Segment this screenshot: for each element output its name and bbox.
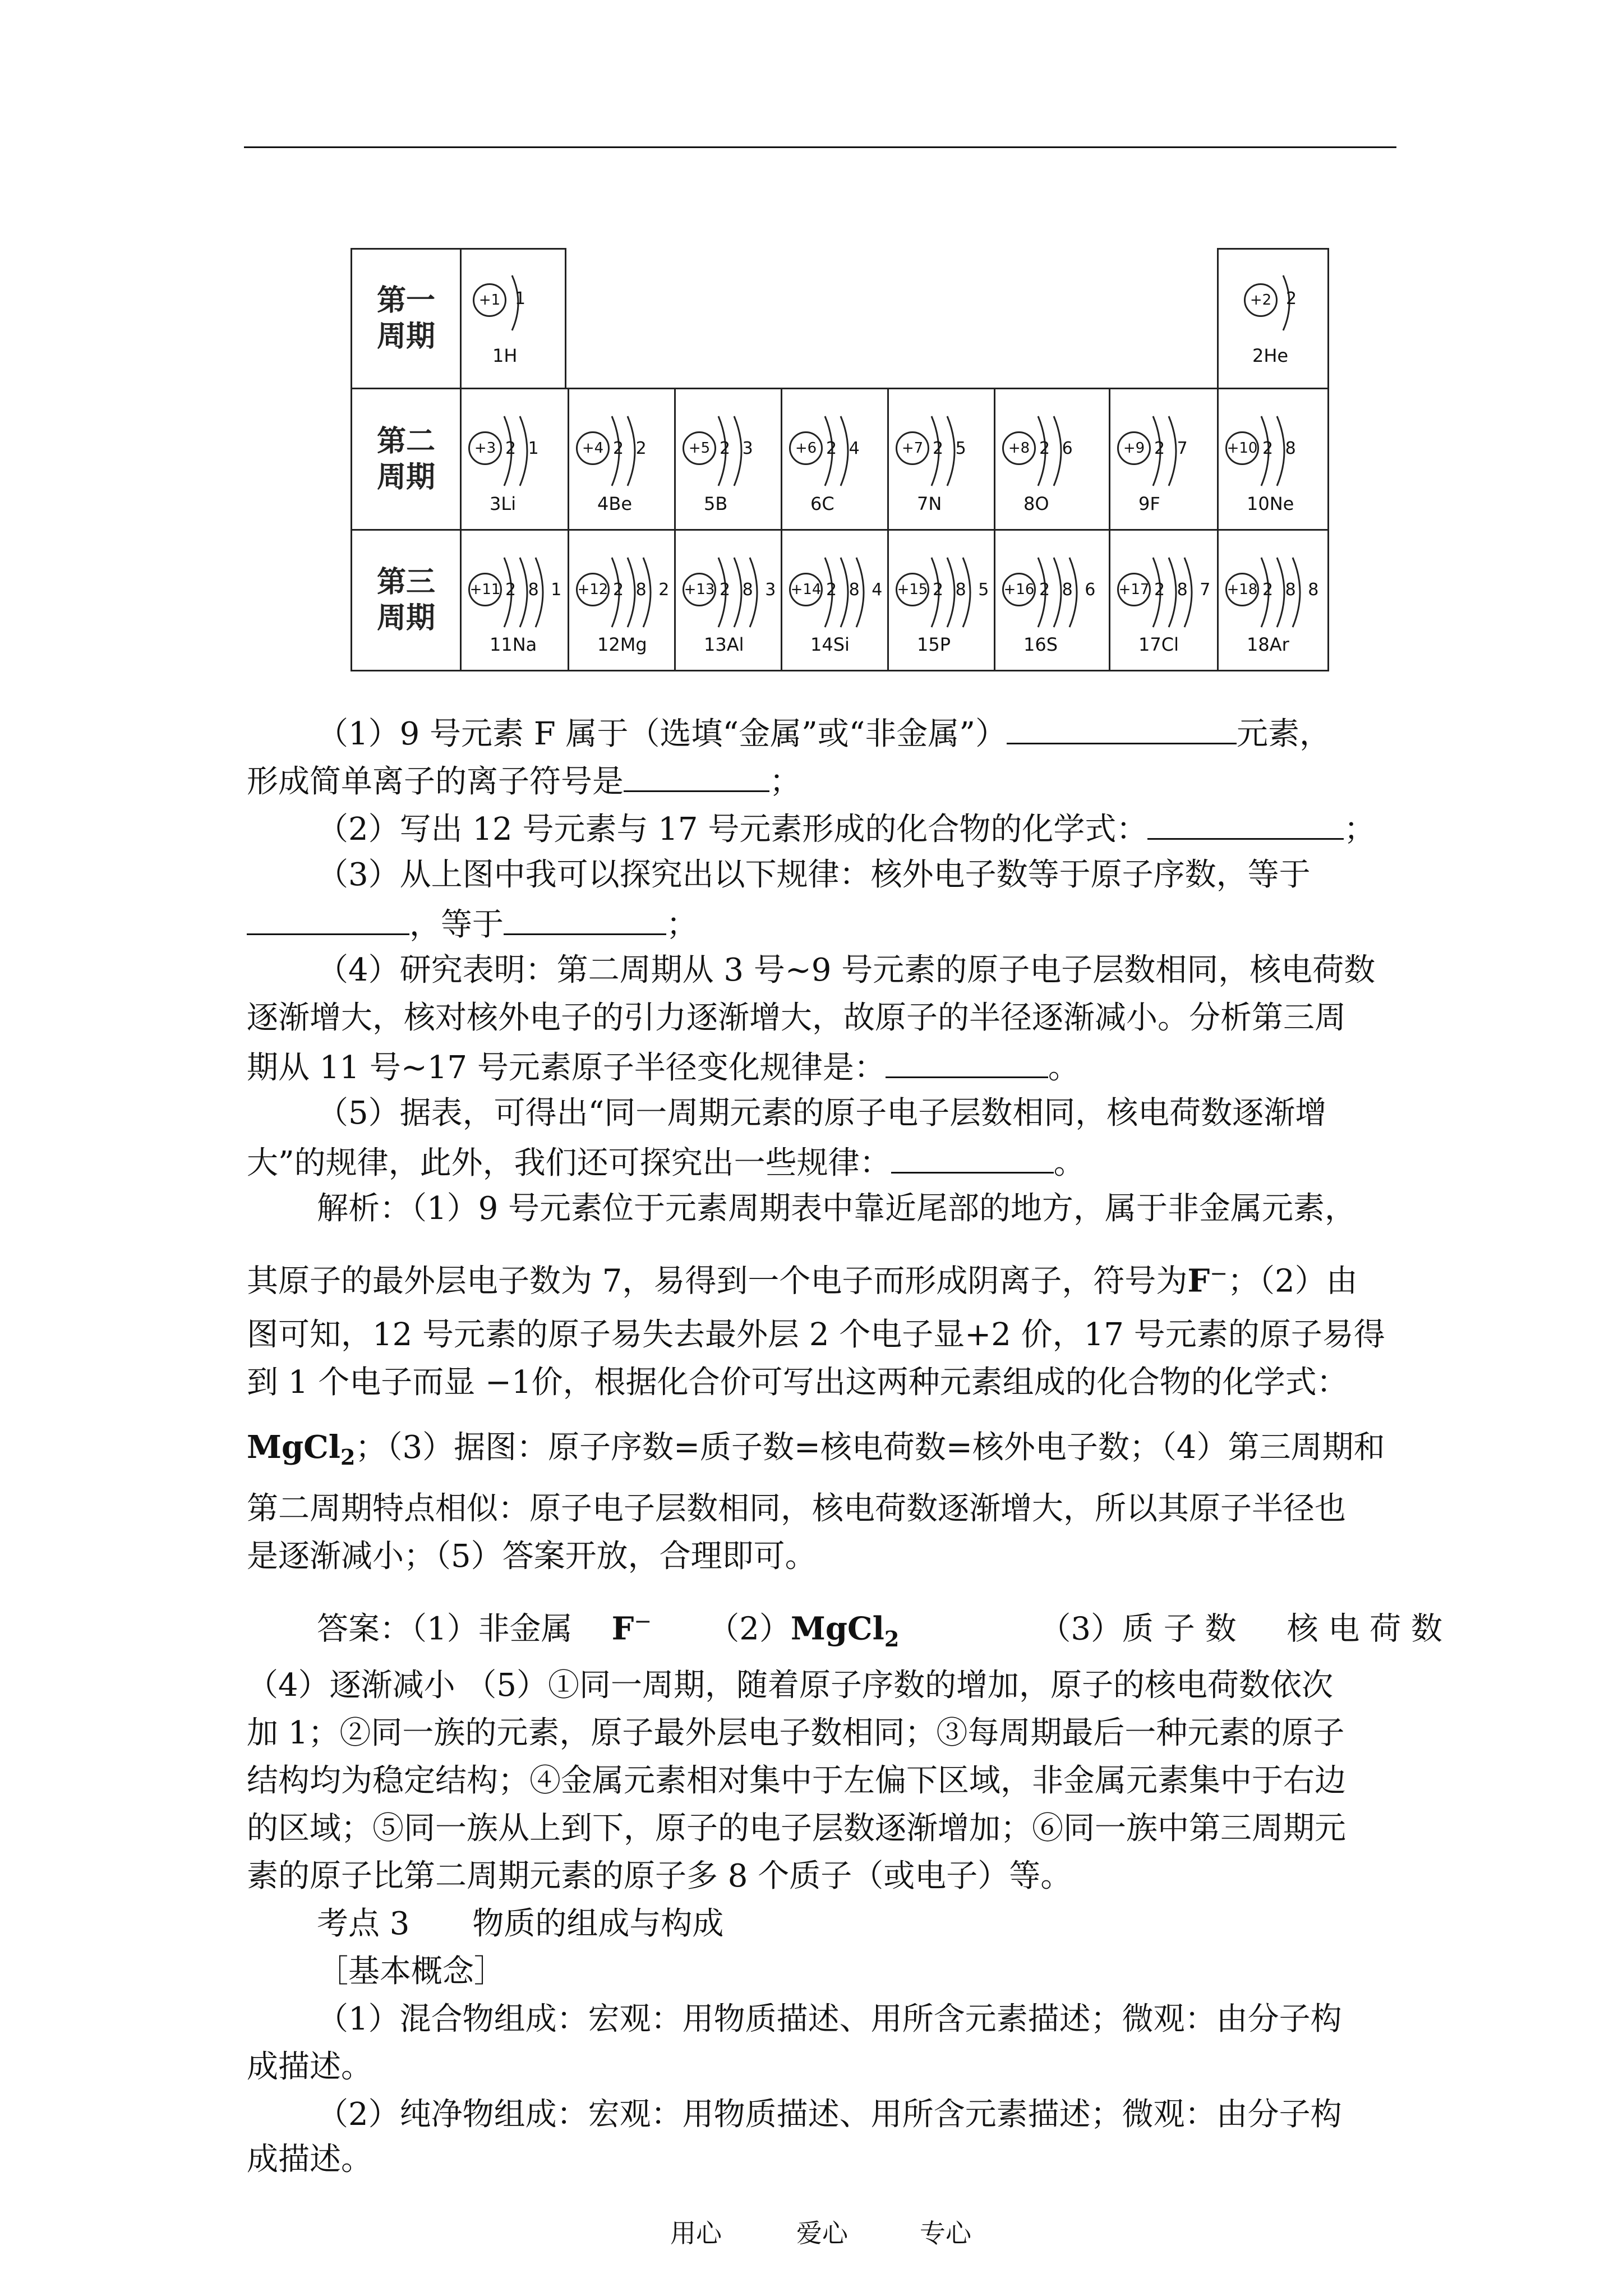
element-symbol: 4Be	[597, 493, 632, 514]
element-cell	[568, 388, 676, 531]
element-symbol: 9F	[1138, 493, 1160, 514]
element-symbol: 7N	[917, 493, 942, 514]
period-label-text: 周期	[376, 460, 435, 494]
shell-count: 2 3	[720, 439, 757, 458]
period-label-text: 第一	[376, 284, 435, 318]
nucleus-charge: +16	[1002, 573, 1036, 606]
element-cell-H	[460, 248, 566, 389]
footer-text-1: 用心	[670, 2218, 722, 2248]
question-4-line-2	[247, 999, 1346, 1038]
question-text: 。	[1048, 1050, 1080, 1086]
element-symbol: 1H	[492, 345, 518, 366]
concept-heading	[317, 1952, 505, 1991]
element-symbol: 17Cl	[1138, 634, 1179, 655]
question-2	[317, 808, 1375, 849]
concept-2-line-1	[317, 2095, 1342, 2134]
nucleus-charge: +5	[683, 431, 716, 465]
element-cell	[460, 388, 569, 531]
element-cell	[460, 529, 569, 671]
question-text: （4）研究表明：第二周期从 3 号~9 号元素的原子电子层数相同，核电荷数	[317, 952, 1376, 988]
question-text: （5）据表，可得出“同一周期元素的原子电子层数相同，核电荷数逐渐增	[317, 1095, 1327, 1131]
element-symbol: 3Li	[490, 493, 517, 514]
answer-text: 的区域；⑤同一族从上到下，原子的电子层数逐渐增加；⑥同一族中第三周期元	[247, 1810, 1346, 1847]
answer-text: 加 1；②同一族的元素，原子最外层电子数相同；③每周期最后一种元素的原子	[247, 1715, 1345, 1751]
concept-text: ［基本概念］	[317, 1953, 505, 1990]
nucleus-charge: +6	[789, 431, 823, 465]
element-symbol: 16S	[1023, 634, 1058, 655]
answer-blank[interactable]	[504, 903, 666, 935]
period-label-2	[351, 388, 462, 531]
question-text: ；	[1344, 811, 1376, 848]
concept-text: （2）纯净物组成：宏观：用物质描述、用所含元素描述；微观：由分子构	[317, 2096, 1342, 2133]
period-label-text: 第二	[376, 424, 435, 458]
answer-text: 答案：（1）非金属	[317, 1611, 573, 1648]
analysis-text: ；（3）据图：原子序数=质子数=核电荷数=核外电子数；（4）第三周期和	[355, 1429, 1385, 1466]
period-label-text: 周期	[376, 320, 435, 353]
nucleus-charge: +4	[576, 431, 610, 465]
formula: MgCl	[790, 1610, 884, 1648]
element-cell	[887, 388, 995, 531]
element-cell	[1109, 529, 1219, 671]
question-text: 形成简单离子的离子符号是	[247, 763, 624, 800]
question-3-line-1	[317, 855, 1311, 895]
question-text: （2）写出 12 号元素与 17 号元素形成的化合物的化学式：	[317, 811, 1148, 848]
analysis-line-5	[247, 1428, 1385, 1477]
element-symbol: 12Mg	[597, 634, 647, 655]
question-text: 。	[1053, 1145, 1085, 1181]
shell-count: 2 1	[505, 439, 542, 458]
nucleus-charge: +7	[896, 431, 929, 465]
shell-count: 2 8 8	[1262, 580, 1322, 600]
element-cell	[674, 388, 782, 531]
analysis-line-2	[247, 1254, 1358, 1301]
question-text: ；	[666, 907, 698, 943]
analysis-line-6	[247, 1489, 1346, 1529]
shell-count: 2 4	[826, 439, 863, 458]
concept-1-line-1	[317, 2000, 1342, 2039]
shell-count: 2 8 4	[826, 580, 886, 600]
question-4-line-1	[317, 951, 1375, 990]
answer-text: 核 电 荷 数	[1287, 1611, 1442, 1648]
analysis-text: 解析：（1）9 号元素位于元素周期表中靠近尾部的地方，属于非金属元素，	[317, 1190, 1357, 1227]
answer-text: 素的原子比第二周期元素的原子多 8 个质子（或电子）等。	[247, 1858, 1072, 1894]
concept-text: 成描述。	[247, 2049, 372, 2085]
shell-count: 2 8	[1262, 439, 1299, 458]
shell-count: 1	[515, 289, 529, 309]
nucleus-charge: +12	[576, 573, 610, 606]
element-cell	[1217, 388, 1329, 531]
element-symbol: 15P	[917, 634, 951, 655]
shell-count: 2 8 7	[1154, 580, 1214, 600]
element-symbol: 13Al	[704, 634, 744, 655]
element-cell-He	[1217, 248, 1329, 389]
nucleus-charge: +17	[1117, 573, 1151, 606]
element-cell	[994, 529, 1110, 671]
shell-count: 2 8 2	[613, 580, 673, 600]
analysis-line-7	[247, 1537, 817, 1576]
shell-count: 2 5	[933, 439, 970, 458]
answer-line-2	[247, 1666, 1333, 1705]
period-label-1	[351, 248, 462, 389]
answer-blank[interactable]	[886, 1046, 1048, 1078]
shell-count: 2 8 5	[933, 580, 993, 600]
fluoride-symbol: F	[611, 1610, 634, 1648]
shell-count: 2 8 1	[505, 580, 565, 600]
element-symbol: 8O	[1023, 493, 1049, 514]
period-label-text: 周期	[376, 601, 435, 635]
answer-text: （2）	[708, 1611, 791, 1648]
element-cell	[781, 529, 889, 671]
periodic-table	[351, 248, 1329, 671]
shell-count: 2 8 3	[720, 580, 780, 600]
element-symbol: 11Na	[490, 634, 537, 655]
question-text: ，等于	[409, 907, 504, 943]
analysis-text: ；（2）由	[1228, 1263, 1358, 1300]
answer-blank[interactable]	[1007, 712, 1237, 744]
nucleus-charge: +9	[1117, 431, 1151, 465]
analysis-text: 第二周期特点相似：原子电子层数相同，核电荷数逐渐增大，所以其原子半径也	[247, 1490, 1346, 1527]
answer-blank[interactable]	[624, 760, 769, 792]
question-text: ；	[769, 763, 801, 800]
question-text: 逐渐增大，核对核外电子的引力逐渐增大，故原子的半径逐渐减小。分析第三周	[247, 1000, 1346, 1036]
element-cell	[994, 388, 1110, 531]
answer-line-6	[247, 1857, 1072, 1896]
nucleus-charge: +14	[789, 573, 823, 606]
concept-2-line-2	[247, 2140, 372, 2179]
shell-count: 2 7	[1154, 439, 1191, 458]
analysis-text: 其原子的最外层电子数为 7，易得到一个电子而形成阴离子，符号为	[247, 1263, 1188, 1300]
nucleus-charge: +15	[896, 573, 929, 606]
answer-text: （4）逐渐减小 （5）①同一周期，随着原子序数的增加，原子的核电荷数依次	[247, 1667, 1334, 1704]
concept-1-line-2	[247, 2047, 372, 2087]
nucleus-charge: +2	[1244, 283, 1278, 317]
analysis-text: 图可知，12 号元素的原子易失去最外层 2 个电子显+2 价，17 号元素的原子易得	[247, 1317, 1385, 1353]
element-symbol: 2He	[1252, 345, 1289, 366]
question-5-line-2	[247, 1142, 1085, 1183]
shell-count: 2 8 6	[1039, 580, 1099, 600]
question-text: 元素，	[1237, 716, 1331, 752]
question-4-line-3	[247, 1046, 1080, 1088]
element-cell	[674, 529, 782, 671]
period-label-text: 第三	[376, 565, 435, 599]
ion-charge: −	[1210, 1261, 1228, 1286]
formula-subscript: 2	[340, 1444, 356, 1470]
footer-text-3: 专心	[920, 2218, 971, 2248]
answer-text: 结构均为稳定结构；④金属元素相对集中于左偏下区域，非金属元素集中于右边	[247, 1763, 1346, 1799]
question-text: （1）9 号元素 F 属于（选填“金属”或“非金属”）	[317, 716, 1007, 752]
footer-text-2: 爱心	[796, 2218, 848, 2248]
element-cell	[887, 529, 995, 671]
element-cell	[568, 529, 676, 671]
nucleus-charge: +10	[1225, 431, 1259, 465]
concept-text: 成描述。	[247, 2141, 372, 2178]
element-cell	[1109, 388, 1219, 531]
element-symbol: 18Ar	[1247, 634, 1289, 655]
answer-line-4	[247, 1761, 1346, 1801]
ion-charge: −	[634, 1609, 652, 1634]
section-title-text: 考点 3 物质的组成与构成	[317, 1906, 724, 1942]
element-symbol: 6C	[810, 493, 834, 514]
answer-line-3	[247, 1714, 1344, 1753]
question-1-line-1	[317, 712, 1331, 754]
element-symbol: 10Ne	[1247, 493, 1294, 514]
answer-line-5	[247, 1809, 1346, 1848]
shell-count: 2 6	[1039, 439, 1076, 458]
analysis-text: 是逐渐减小；（5）答案开放，合理即可。	[247, 1538, 817, 1575]
analysis-line-3	[247, 1315, 1385, 1355]
question-text: 期从 11 号~17 号元素原子半径变化规律是：	[247, 1050, 886, 1086]
shell-count: 2	[1286, 289, 1301, 309]
answer-blank[interactable]	[1147, 808, 1344, 840]
question-1-line-2	[247, 760, 801, 802]
element-symbol: 14Si	[810, 634, 850, 655]
element-symbol: 5B	[704, 493, 728, 514]
answer-line-1	[317, 1602, 1442, 1659]
analysis-text: 到 1 个电子而显 −1价，根据化合价可写出这两种元素组成的化合物的化学式：	[247, 1364, 1348, 1401]
nucleus-charge: +1	[473, 283, 506, 317]
answer-blank[interactable]	[891, 1142, 1054, 1174]
concept-text: （1）混合物组成：宏观：用物质描述、用所含元素描述；微观：由分子构	[317, 2001, 1342, 2037]
nucleus-charge: +8	[1002, 431, 1036, 465]
formula-subscript: 2	[884, 1626, 900, 1651]
header-rule	[244, 146, 1396, 148]
nucleus-charge: +3	[468, 431, 502, 465]
analysis-line-1	[317, 1189, 1356, 1228]
analysis-line-4	[247, 1363, 1348, 1402]
section-title	[317, 1904, 723, 1944]
nucleus-charge: +11	[468, 573, 502, 606]
answer-blank[interactable]	[247, 903, 409, 935]
formula: MgCl	[247, 1429, 340, 1466]
shell-count: 2 2	[613, 439, 650, 458]
fluoride-symbol: F	[1187, 1262, 1210, 1300]
nucleus-charge: +13	[683, 573, 716, 606]
question-3-line-2	[247, 903, 698, 945]
question-text: （3）从上图中我可以探究出以下规律：核外电子数等于原子序数，等于	[317, 857, 1311, 893]
answer-text: （3）质 子 数	[1039, 1611, 1237, 1648]
period-label-3	[351, 529, 462, 671]
element-cell	[1217, 529, 1329, 671]
nucleus-charge: +18	[1225, 573, 1259, 606]
question-5-line-1	[317, 1094, 1326, 1133]
element-cell	[781, 388, 889, 531]
question-text: 大”的规律，此外，我们还可探究出一些规律：	[247, 1145, 891, 1181]
